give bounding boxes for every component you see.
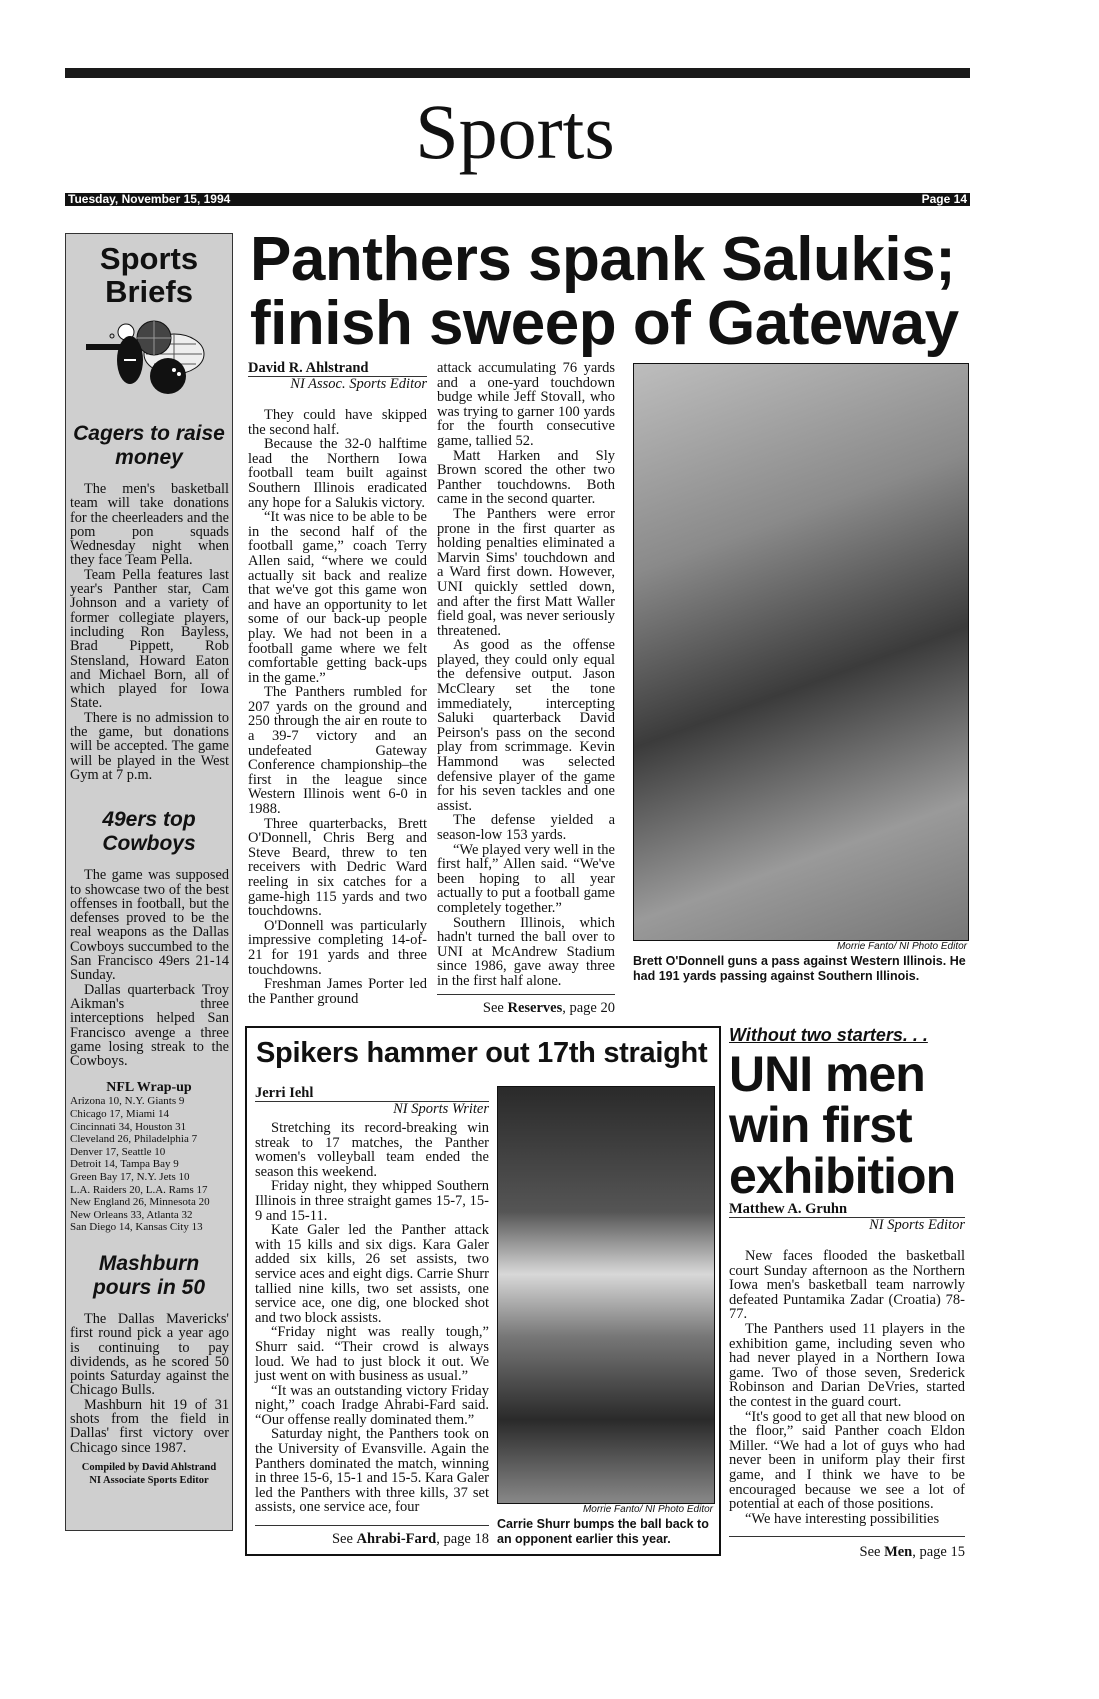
photo-credit: Morrie Fanto/ NI Photo Editor [582, 1504, 713, 1515]
headline-line: Panthers spank Salukis; [250, 225, 956, 294]
score-item: Cleveland 26, Philadelphia 7 [70, 1133, 198, 1146]
headline-line: UNI men [729, 1046, 925, 1102]
jump-target: Reserves [507, 999, 563, 1016]
paragraph: “We have interesting possibilities [745, 1510, 940, 1527]
jump-suffix: , page 15 [912, 1544, 965, 1561]
paragraph: attack accumulating 76 yards and a one-yard touchdown budge while Jeff Stovall, who was trying to garner 100 yards for the fourth consecutive game, tallied 52. [437, 360, 615, 449]
jump-prefix: See [859, 1544, 885, 1561]
paragraph: Team Pella features last year's Panther star, Cam Johnson and a variety of former collegiate players, including Ron Bayless, Brad Pippett, Rob Stensland, Howard Eaton and Michael Born, all of which played for Iowa State. [70, 566, 229, 712]
jump-suffix: , page 20 [562, 999, 615, 1016]
paragraph: The defense yielded a season-low 153 yards. [437, 812, 615, 843]
credit-line: Compiled by David Ahlstrand [81, 1461, 217, 1473]
paragraph: Freshman James Porter led the Panther ground [248, 976, 427, 1007]
headline-line: win first [729, 1097, 912, 1153]
paragraph: Kate Galer led the Panther attack with 15 kills and six digs. Kara Galer added six kills, 26 set assists, two service aces and eight digs. Carrie Shurr tallied nine kills, two set assists, one service ace, one dig, one blocked shot and two block assists. [255, 1222, 489, 1326]
paragraph: “It was nice to be able to be in the second half of the football game,” coach Terry Allen said, “where we could actually sit back and realize that we've got this game won and have an opportunity to let some of our back-up people play. We had not been in a football game where we felt comfortable getting back-ups in the game.” [248, 509, 427, 686]
spikers-column [255, 1086, 489, 1547]
jump-prefix: See [331, 1531, 357, 1548]
paragraph: The Panthers used 11 players in the exhibition game, including seven who had never played in a Northern Iowa game. Two of those seven, Srederick Robinson and Darian DeVries, started the contest in the guard court. [729, 1320, 965, 1410]
score-item: Cincinnati 34, Houston 31 [70, 1120, 187, 1133]
main-story-column-1 [248, 361, 427, 1006]
sidebar-title-line: Briefs [105, 274, 193, 309]
photo-caption: Carrie Shurr bumps the ball back to an opponent earlier this year. [497, 1517, 709, 1546]
brief-headline: 49ers top Cowboys [102, 808, 196, 856]
divider [729, 1536, 965, 1537]
paragraph: The men's basketball team will take donations for the cheerleaders and the pom pon squads Wednesday night when they face Team Pella. [70, 481, 229, 569]
paragraph: Three quarterbacks, Brett O'Donnell, Chris Berg and Steve Beard, threw to ten receivers with Dedric Ward reeling in six catches for a game-high 115 yards and two touchdowns. [248, 815, 427, 920]
brief-body [70, 482, 229, 782]
jump-target: Ahrabi-Fard [356, 1531, 437, 1548]
paragraph: Dallas quarterback Troy Aikman's three interceptions helped San Francisco avenge a three game losing streak to the Cowboys. [70, 981, 229, 1070]
paragraph: There is no admission to the game, but donations will be accepted. The game will be played in the West Gym at 7 p.m. [70, 709, 229, 783]
paragraph: They could have skipped the second half. [248, 407, 427, 438]
paragraph: New faces flooded the basketball court Sunday afternoon as the Northern Iowa men's basketball team narrowly defeated Puntamika Zadar (Croatia) 78-77. [729, 1248, 965, 1323]
football-photo [633, 363, 969, 941]
jump-link[interactable] [437, 1001, 615, 1016]
byline-title: NI Assoc. Sports Editor [290, 376, 427, 392]
compiled-by-credit [66, 1461, 232, 1487]
paragraph: “We played very well in the first half,” Allen said. “We've been hoping to all year actually to put a football game completely together.” [437, 841, 615, 916]
byline: Matthew A. Gruhn [729, 1202, 965, 1218]
volleyball-photo [497, 1086, 715, 1504]
kicker: Without two starters. . . [729, 1025, 928, 1045]
main-story-column-2 [437, 361, 615, 1016]
brief-body [70, 868, 229, 1068]
credit-line: NI Associate Sports Editor [89, 1474, 209, 1486]
score-item: Arizona 10, N.Y. Giants 9 [70, 1095, 185, 1108]
paragraph: The Dallas Mavericks' first round pick a year ago is continuing to pay dividends, as he scored 50 points Saturday against the Chicago Bulls. [70, 1310, 229, 1399]
score-item: L.A. Raiders 20, L.A. Rams 17 [70, 1183, 208, 1196]
jump-target: Men [884, 1544, 913, 1561]
byline: David R. Ahlstrand [248, 361, 427, 377]
sports-balls-icon [84, 316, 214, 396]
score-item: New England 26, Minnesota 20 [70, 1196, 210, 1209]
nfl-scores-list [70, 1095, 228, 1234]
headline-line: exhibition [729, 1148, 956, 1204]
article-body [255, 1121, 489, 1515]
score-item: New Orleans 33, Atlanta 32 [70, 1208, 193, 1221]
paragraph: Saturday night, the Panthers took on the University of Evansville. Again the Panthers dominated the match, winning in three 15-6, 15-1 and 15-5. Kara Galer led the Panthers with three kills, 37 set assists, one service ace, four [255, 1426, 489, 1516]
jump-link[interactable] [255, 1532, 489, 1547]
paragraph: Matt Harken and Sly Brown scored the other two Panther touchdowns. Both came in the second quarter. [437, 447, 615, 508]
paragraph: The Panthers rumbled for 207 yards on the ground and 250 through the air en route to a 39-7 victory and an undefeated Gateway Conference championship–the first in the league since Western Illinois went 6-0 in 1988. [248, 684, 427, 818]
article-body [729, 1249, 965, 1526]
score-item: San Diego 14, Kansas City 13 [70, 1221, 203, 1234]
paragraph: O'Donnell was particularly impressive completing 14-of-21 for 191 yards and three touchdowns. [248, 917, 427, 978]
score-item: Green Bay 17, N.Y. Jets 10 [70, 1170, 190, 1183]
page-number: Page 14 [921, 192, 967, 206]
byline: Jerri Iehl [255, 1086, 489, 1102]
nfl-wrapup-title: NFL Wrap-up [106, 1080, 192, 1096]
paragraph: Stretching its record-breaking win streak to 17 matches, the Panther women's volleyball team ended the season this weekend. [255, 1120, 489, 1180]
article-body [248, 408, 427, 1006]
paragraph: Because the 32-0 halftime lead the Northern Iowa football team built against Southern Illinois eradicated any hope for a Salukis victory. [248, 436, 427, 511]
paragraph: The game was supposed to showcase two of the best offenses in football, but the defenses proved to be the real weapons as the Dallas Cowboys succumbed to the San Francisco 49ers 21-14 Sunday. [70, 867, 229, 984]
brief-headline: Mashburn pours in 50 [92, 1251, 206, 1299]
score-item: Denver 17, Seattle 10 [70, 1145, 166, 1158]
story-headline [729, 1046, 965, 1204]
brief-body [70, 1312, 229, 1455]
photo-caption: Brett O'Donnell guns a pass against Western Illinois. He had 191 yards passing against Southern Illinois. [633, 954, 966, 983]
paragraph: Friday night, they whipped Southern Illinois in three straight games 15-7, 15-9 and 15-11. [255, 1178, 489, 1224]
jump-link[interactable] [729, 1545, 965, 1560]
brief-headline: Cagers to raise money [73, 422, 225, 469]
byline-title: NI Sports Editor [869, 1217, 965, 1233]
sidebar-title-line: Sports [99, 241, 199, 276]
story-headline: Spikers hammer out 17th straight [256, 1037, 708, 1069]
score-item: Detroit 14, Tampa Bay 9 [70, 1158, 179, 1171]
section-title: Sports [415, 88, 615, 175]
date-bar [65, 193, 970, 206]
headline-line: finish sweep of Gateway [250, 289, 959, 358]
jump-suffix: , page 18 [436, 1531, 489, 1548]
photo-credit: Morrie Fanto/ NI Photo Editor [836, 941, 967, 952]
paragraph: The Panthers were error prone in the first quarter as holding penalties eliminated a Marvin Sims' touchdown and a Ward first down. However, UNI quickly settled down, and after the first Matt Waller field goal, was never seriously threatened. [437, 505, 615, 639]
briefs-list [66, 422, 232, 1487]
article-body [437, 361, 615, 989]
score-item: Chicago 17, Miami 14 [70, 1107, 169, 1120]
paragraph: As good as the offense played, they could only equal the defensive output. Jason McCleary set the tone immediately, intercepting Saluki quarterback David Peirson's pass on the second play from scrimmage. Kevin Hammond was selected defensive player of the game for his seven tackles and one assist. [437, 637, 615, 814]
masthead-rule [65, 68, 970, 78]
divider [255, 1525, 489, 1526]
spikers-story [245, 1026, 721, 1556]
paragraph: “Friday night was really tough,” Shurr said. “Their crowd is always loud. We had to just block it out. We just went on with business as usual.” [255, 1324, 489, 1385]
divider [437, 994, 615, 995]
sidebar-title [66, 242, 232, 308]
sports-briefs-sidebar [65, 233, 233, 1531]
men-column [729, 1202, 965, 1560]
paragraph: Mashburn hit 19 of 31 shots from the field in Dallas' first victory over Chicago since 1987. [70, 1396, 229, 1456]
issue-date: Tuesday, November 15, 1994 [68, 192, 231, 206]
paragraph: Southern Illinois, which hadn't turned the ball over to UNI at McAndrew Stadium since 1986, gave away three in the first half alone. [437, 914, 615, 989]
main-headline [250, 225, 990, 358]
byline-title: NI Sports Writer [393, 1101, 489, 1117]
men-story [729, 1025, 965, 1560]
jump-prefix: See [482, 999, 508, 1016]
paragraph: “It was an outstanding victory Friday night,” coach Iradge Ahrabi-Fard said. “Our offense really dominated them.” [255, 1382, 489, 1428]
paragraph: “It's good to get all that new blood on the floor,” said Panther coach Eldon Miller. “We had a lot of guys who had never been in uniform play their first game, and I think we have to be encouraged because we see a lot of potential at each of those positions. [729, 1408, 965, 1513]
